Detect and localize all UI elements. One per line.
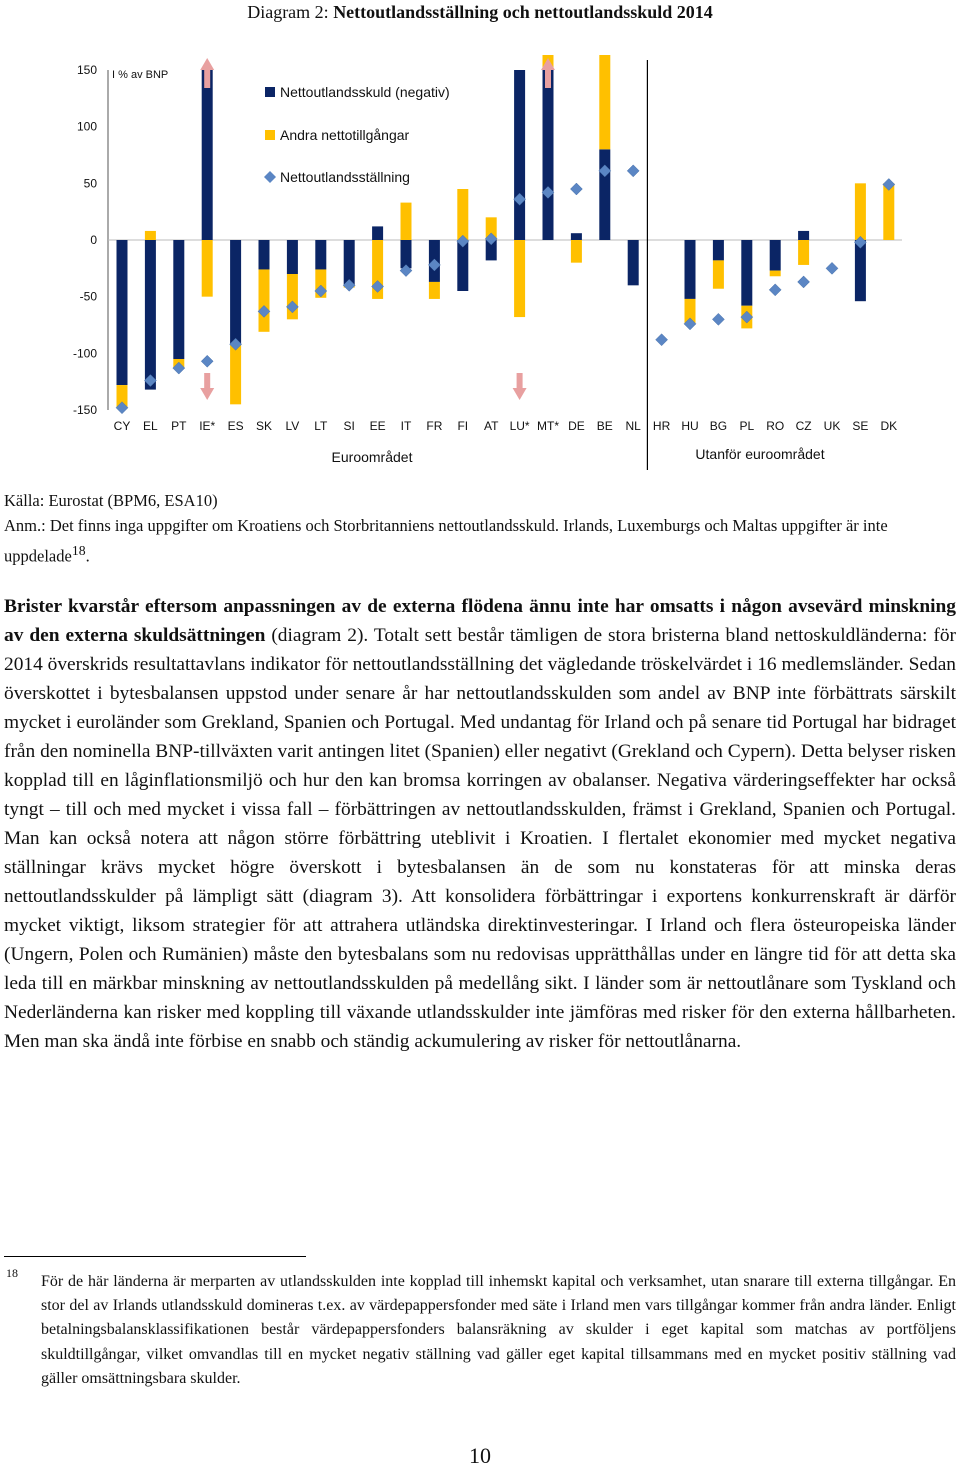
body-bold-lead: Brister kvarstår eftersom anpassningen av de externa flödena ännu inte har omsatts i någon avsevärd minskning av den externa skuldsättningen [4, 596, 956, 646]
bar-BG-other [713, 260, 724, 288]
anm-end: . [85, 546, 90, 566]
marker-UK [826, 262, 838, 274]
marker-DE [570, 183, 582, 195]
bar-FR-other [429, 282, 440, 299]
y-tick-label: 100 [76, 119, 97, 134]
bar-FI-debt [457, 240, 468, 291]
legend-label: Nettoutlandsställning [280, 169, 410, 185]
bar-CZ-debt [798, 231, 809, 240]
y-tick-label: 150 [76, 63, 97, 77]
bar-LU*-debt [514, 70, 525, 240]
bar-SK-debt [259, 240, 270, 269]
x-tick-label: PT [171, 419, 187, 433]
x-tick-label: NL [625, 419, 641, 433]
bar-CY-debt [117, 240, 128, 385]
footnote-rule [4, 1256, 306, 1257]
x-tick-label: HU [681, 419, 699, 433]
bar-SK-other [259, 269, 270, 331]
bar-BE-other [599, 55, 610, 149]
x-tick-label: IE* [199, 419, 216, 433]
figure-title-main: Nettoutlandsställning och nettoutlandsskuld 2014 [333, 2, 713, 22]
marker-IE* [201, 355, 213, 367]
x-tick-label: FI [457, 419, 469, 433]
bar-HU-debt [685, 240, 696, 299]
bar-PL-debt [741, 240, 752, 306]
legend-label: Nettoutlandsskuld (negativ) [280, 84, 450, 100]
bar-PT-debt [173, 240, 184, 359]
anm-footnote-ref: 18 [71, 543, 86, 558]
x-tick-label: PL [739, 419, 755, 433]
group-label-outside: Utanför euroområdet [695, 446, 825, 462]
x-tick-label: AT [483, 419, 499, 433]
bar-IE*-debt [202, 70, 213, 240]
bar-RO-debt [770, 240, 781, 271]
bar-CZ-other [798, 240, 809, 265]
arrow-down-LU* [513, 373, 527, 400]
bar-IE*-other [202, 240, 213, 297]
x-tick-label: SI [343, 419, 355, 433]
page-number: 10 [469, 1443, 491, 1468]
y-tick-label: 50 [83, 176, 97, 191]
x-tick-label: HR [652, 419, 671, 433]
x-tick-label: FR [426, 419, 443, 433]
anm-line [4, 513, 956, 569]
x-tick-label: DK [880, 419, 898, 433]
legend-swatch [265, 87, 275, 97]
x-tick-label: DE [568, 419, 585, 433]
legend [264, 84, 450, 185]
bar-BE-debt [599, 149, 610, 240]
body-paragraph [4, 592, 956, 1056]
bar-LU*-other [514, 240, 525, 317]
marker-NL [627, 165, 639, 177]
x-tick-label: RO [766, 419, 785, 433]
x-tick-label: EE [369, 419, 386, 433]
bar-DE-debt [571, 233, 582, 240]
x-axis-labels [114, 419, 897, 433]
anm-text: Anm.: Det finns inga uppgifter om Kroatiens och Storbritanniens nettoutlandsskuld. Irlands, Luxemburgs och Maltas uppgifter är inte uppdelade [4, 516, 888, 566]
source-note [4, 488, 956, 569]
y-tick-label: -150 [72, 403, 97, 417]
bar-NL-debt [628, 240, 639, 285]
x-tick-label: SK [255, 419, 273, 433]
bar-RO-other [770, 271, 781, 277]
bar-SE-other [855, 183, 866, 240]
bar-EE-debt [372, 226, 383, 240]
marker-CZ [798, 276, 810, 288]
bar-IT-debt [401, 240, 412, 268]
bar-FI-other [457, 189, 468, 240]
marker-BG [712, 313, 724, 325]
legend-label: Andra nettotillgångar [280, 127, 410, 143]
figure-title [0, 2, 960, 23]
unit-label: I % av BNP [112, 69, 169, 81]
x-tick-label: LV [285, 419, 300, 433]
y-tick-label: 0 [90, 233, 97, 247]
bar-EL-debt [145, 240, 156, 390]
x-tick-label: CZ [795, 419, 812, 433]
x-tick-label: ES [227, 419, 244, 433]
footnote-text: För de här länderna är merparten av utlandsskulden inte kopplad till inhemskt kapital och verksamhet, utan snarare till externa tillgångar. En stor del av Irlands utlandsskuld domineras t.ex. av värdepappersfonder med säte i Irland men vars tillgångar kommer från andra länder. Enligt betalningsbalansklassifikationen består värdepappersfonders balansräkning av skulder i eget kapital som matchas av portföljens skuldtillgångar, vilket omvandlas till en mycket negativ ställning vad gäller eget kapital tillsammans med en mycket positiv ställning vad gäller omsättningsbara skulder. [41, 1273, 956, 1387]
x-tick-label: LU* [509, 419, 530, 433]
x-tick-label: MT* [537, 419, 559, 433]
bars [117, 55, 895, 408]
x-tick-label: BG [709, 419, 728, 433]
x-tick-label: IT [400, 419, 412, 433]
bar-DK-other [883, 183, 894, 240]
bar-DE-other [571, 240, 582, 263]
legend-swatch [264, 171, 276, 183]
x-tick-label: CY [113, 419, 131, 433]
bar-LT-debt [315, 240, 326, 269]
bar-LV-debt [287, 240, 298, 274]
bar-ES-other [230, 344, 241, 404]
y-tick-label: -50 [79, 289, 97, 304]
x-tick-label: SE [852, 419, 869, 433]
bar-ES-debt [230, 240, 241, 344]
y-tick-label: -100 [72, 346, 97, 361]
marker-RO [769, 284, 781, 296]
marker-HR [656, 334, 668, 346]
bar-SI-debt [344, 240, 355, 285]
x-tick-label: BE [596, 419, 613, 433]
group-label-euro: Euroområdet [331, 449, 413, 465]
arrow-down-IE* [200, 373, 214, 400]
x-tick-label: EL [143, 419, 158, 433]
bar-SE-debt [855, 240, 866, 301]
bar-BG-debt [713, 240, 724, 260]
bar-MT*-debt [543, 70, 554, 240]
footnote-number: 18 [6, 1266, 18, 1280]
body-text: (diagram 2). Totalt sett består tämligen de stora bristerna bland nettoskuldländerna: för 2014 överskrids resultattavlans indikator för nettoutlandsställning det vägledande tröskelvärdet i 16 medlemsländer. Sedan överskottet i bytesbalansen uppstod under senare år har nettoutlandsskulden som andel av BNP inte förbättrats särskilt mycket i euroländer som Grekland, Spanien och Portugal. Med undantag för Irland och på senare tid Portugal har bidraget från den nominella BNP-tillväxten varit antingen litet (Spanien) eller negativt (Grekland och Cypern). Detta belyser risken kopplad till en låginflationsmiljö och hur den kan bromsa korringen av obalanser. Negativa värderingseffekter har också tyngt – till och med mycket i vissa fall – förbättringen av nettoutlandsskulden, främst i Grekland, Spanien och Portugal. Man kan också notera att någon större förbättring uteblivit i Kroatien. I flertalet ekonomier med mycket negativa ställningar krävs mycket högre överskott i bytesbalansen än de som nu konstateras för att minska deras nettoutlandsskulder på lämpligt sätt (diagram 3). Att konsolidera förbättringar i exportens konkurrenskraft är därför mycket viktigt, liksom strategier för att attrahera utländska direktinvesteringar. I Irland och flera östeuropeiska länder (Ungern, Polen och Rumänien) måste den bytesbalans som nu redovisas upprätthållas under en längre tid för att detta ska leda till en märkbar minskning av nettoutlandsskulden på medellång sikt. I länder som är nettoutlånare som Tyskland och Nederländerna kan risker med koppling till växande utlandsskulder inte jämföras med risker för den externa hållbarheten. Men man ska ändå inte förbise en snabb och ständig ackumulering av risker för nettoutlånarna. [4, 625, 956, 1052]
group-labels [332, 446, 825, 465]
legend-swatch [265, 130, 275, 140]
x-tick-label: UK [823, 419, 841, 433]
x-tick-label: LT [314, 419, 328, 433]
bar-EL-other [145, 231, 156, 240]
source-line: Källa: Eurostat (BPM6, ESA10) [4, 491, 218, 510]
figure-title-prefix: Diagram 2: [247, 2, 334, 22]
bar-IT-other [401, 203, 412, 240]
bar-chart [0, 55, 960, 475]
